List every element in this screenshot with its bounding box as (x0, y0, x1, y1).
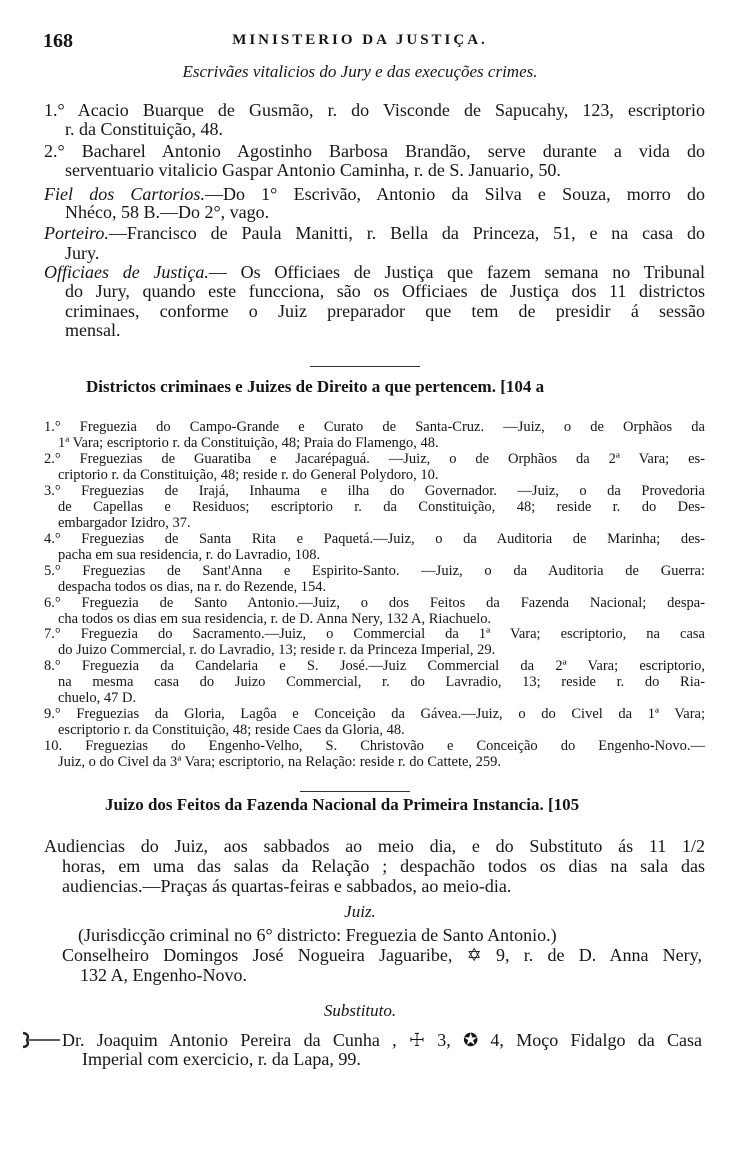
district-entry-line: 6.° Freguezia de Santo Antonio.—Juiz, o dos Feitos da Fazenda Nacional; despa- (44, 595, 705, 611)
juiz-line-2: Conselheiro Domingos José Nogueira Jaguaribe, ✡ 9, r. de D. Anna Nery, (62, 945, 702, 965)
juiz-line-3: 132 A, Engenho-Novo. (80, 965, 247, 985)
substituto-heading: Substituto. (323, 1001, 397, 1020)
district-entry-line: embargador Izidro, 37. (58, 515, 191, 531)
district-entry-line: despacha todos os dias, na r. do Rezende, 154. (58, 579, 327, 595)
section-divider (300, 791, 410, 792)
porteiro-line-1 (44, 224, 705, 242)
officiaes-line-2: do Jury, quando este funcciona, são os Officiaes de Justiça dos 11 districtos (65, 281, 705, 301)
fiel-line-1 (44, 185, 705, 203)
escrivao-1-line-1: 1.° Acacio Buarque de Gusmão, r. do Visconde de Sapucahy, 123, escriptorio (44, 100, 705, 120)
officiaes-line-1 (44, 263, 705, 281)
district-entry-line: 10. Freguezias do Engenho-Velho, S. Christovão e Conceição do Engenho-Novo.— (44, 738, 705, 754)
porteiro-line-2: Jury. (65, 243, 100, 263)
district-entry-line: Juiz, o do Civel da 3ª Vara; escriptorio, na Relação: reside r. do Cattete, 259. (58, 754, 502, 770)
district-entry-line: na mesma casa do Juizo Commercial, r. do Lavradio, 13; reside r. do Ria- (58, 674, 705, 690)
district-entry-line: 3.° Freguezias de Irajá, Inhauma e ilha do Governador. —Juiz, o da Provedoria (44, 483, 705, 499)
running-title: MINISTERIO DA JUSTIÇA. (232, 32, 488, 48)
manicule-mark-icon (20, 1030, 62, 1050)
porteiro-lead: Porteiro. (44, 223, 109, 243)
district-entry-line: escriptorio r. da Constituição, 48; reside Caes da Gloria, 48. (58, 722, 405, 738)
district-entry-line: de Capellas e Residuos; escriptorio r. da Constituição, 48; reside r. do Des- (58, 499, 705, 515)
escrivao-1-line-2: r. da Constituição, 48. (65, 119, 223, 139)
district-entry-line: criptorio r. da Constituição, 48; reside r. do General Polydoro, 10. (58, 467, 439, 483)
fiel-lead: Fiel dos Cartorios. (44, 184, 205, 204)
audiencias-line-2: horas, em uma das salas da Relação ; despachão todos os dias na sala das (62, 856, 705, 876)
district-entry-line: 2.° Freguezias de Guaratiba e Jacarépaguá. —Juiz, o de Orphãos da 2ª Vara; es- (44, 451, 705, 467)
officiaes-text: — Os Officiaes de Justiça que fazem semana no Tribunal (208, 262, 705, 282)
section-divider (310, 366, 420, 367)
section-title-escrivaes: Escrivães vitalicios do Jury e das execuções crimes. (182, 62, 538, 81)
officiaes-line-3: criminaes, conforme o Juiz preparador que tem de presidir á sessão (65, 301, 705, 321)
audiencias-line-1: Audiencias do Juiz, aos sabbados ao meio dia, e do Substituto ás 11 1/2 (44, 836, 705, 856)
district-entry-line: 5.° Freguezias de Sant'Anna e Espirito-Santo. —Juiz, o da Auditoria de Guerra: (44, 563, 705, 579)
officiaes-line-4: mensal. (65, 320, 121, 340)
district-entry-line: do Juizo Commercial, r. do Lavradio, 13; reside r. da Princeza Imperial, 29. (58, 642, 496, 658)
district-entry-line: 7.° Freguezia do Sacramento.—Juiz, o Commercial da 1ª Vara; escriptorio, na casa (44, 626, 705, 642)
district-entry-line: 9.° Freguezias da Gloria, Lagôa e Conceição da Gávea.—Juiz, o do Civel da 1ª Vara; (44, 706, 705, 722)
district-entry-line: cha todos os dias em sua residencia, r. de D. Anna Nery, 132 A, Riachuelo. (58, 611, 492, 627)
district-entry-line: chuelo, 47 D. (58, 690, 137, 706)
fiel-text: —Do 1° Escrivão, Antonio da Silva e Souza, morro do (204, 184, 706, 204)
juiz-heading: Juiz. (344, 902, 376, 921)
substituto-line-2: Imperial com exercicio, r. da Lapa, 99. (82, 1049, 361, 1069)
district-entry-line: 1.° Freguezia do Campo-Grande e Curato de Santa-Cruz. —Juiz, o de Orphãos da (44, 419, 705, 435)
fiel-line-2: Nhéco, 58 B.—Do 2°, vago. (65, 202, 270, 222)
escrivao-2-line-1: 2.° Bacharel Antonio Agostinho Barbosa Brandão, serve durante a vida do (44, 141, 705, 161)
district-entry-line: 1ª Vara; escriptorio r. da Constituição, 48; Praia do Flamengo, 48. (58, 435, 439, 451)
district-entry-line: 8.° Freguezia da Candelaria e S. José.—Juiz Commercial da 2ª Vara; escriptorio, (44, 658, 705, 674)
district-entry-line: 4.° Freguezias de Santa Rita e Paquetá.—Juiz, o da Auditoria de Marinha; des- (44, 531, 705, 547)
escrivao-2-line-2: serventuario vitalicio Gaspar Antonio Caminha, r. de S. Januario, 50. (65, 160, 561, 180)
substituto-line-1: Dr. Joaquim Antonio Pereira da Cunha , ☩ 3, ✪ 4, Moço Fidalgo da Casa (62, 1030, 702, 1050)
audiencias-line-3: audiencias.—Praças ás quartas-feiras e sabbados, ao meio-dia. (62, 876, 512, 896)
district-entry-line: pacha em sua residencia, r. do Lavradio, 108. (58, 547, 321, 563)
officiaes-lead: Officiaes de Justiça. (44, 262, 209, 282)
page-number: 168 (43, 30, 73, 52)
section-title-districtos: Districtos criminaes e Juizes de Direito a que pertencem. [104 a (86, 377, 545, 396)
section-title-juizo: Juizo dos Feitos da Fazenda Nacional da Primeira Instancia. [105 (105, 795, 580, 814)
juiz-line-1: (Jurisdicção criminal no 6° districto: Freguezia de Santo Antonio.) (78, 925, 557, 945)
porteiro-text: —Francisco de Paula Manitti, r. Bella da Princeza, 51, e na casa do (108, 223, 705, 243)
